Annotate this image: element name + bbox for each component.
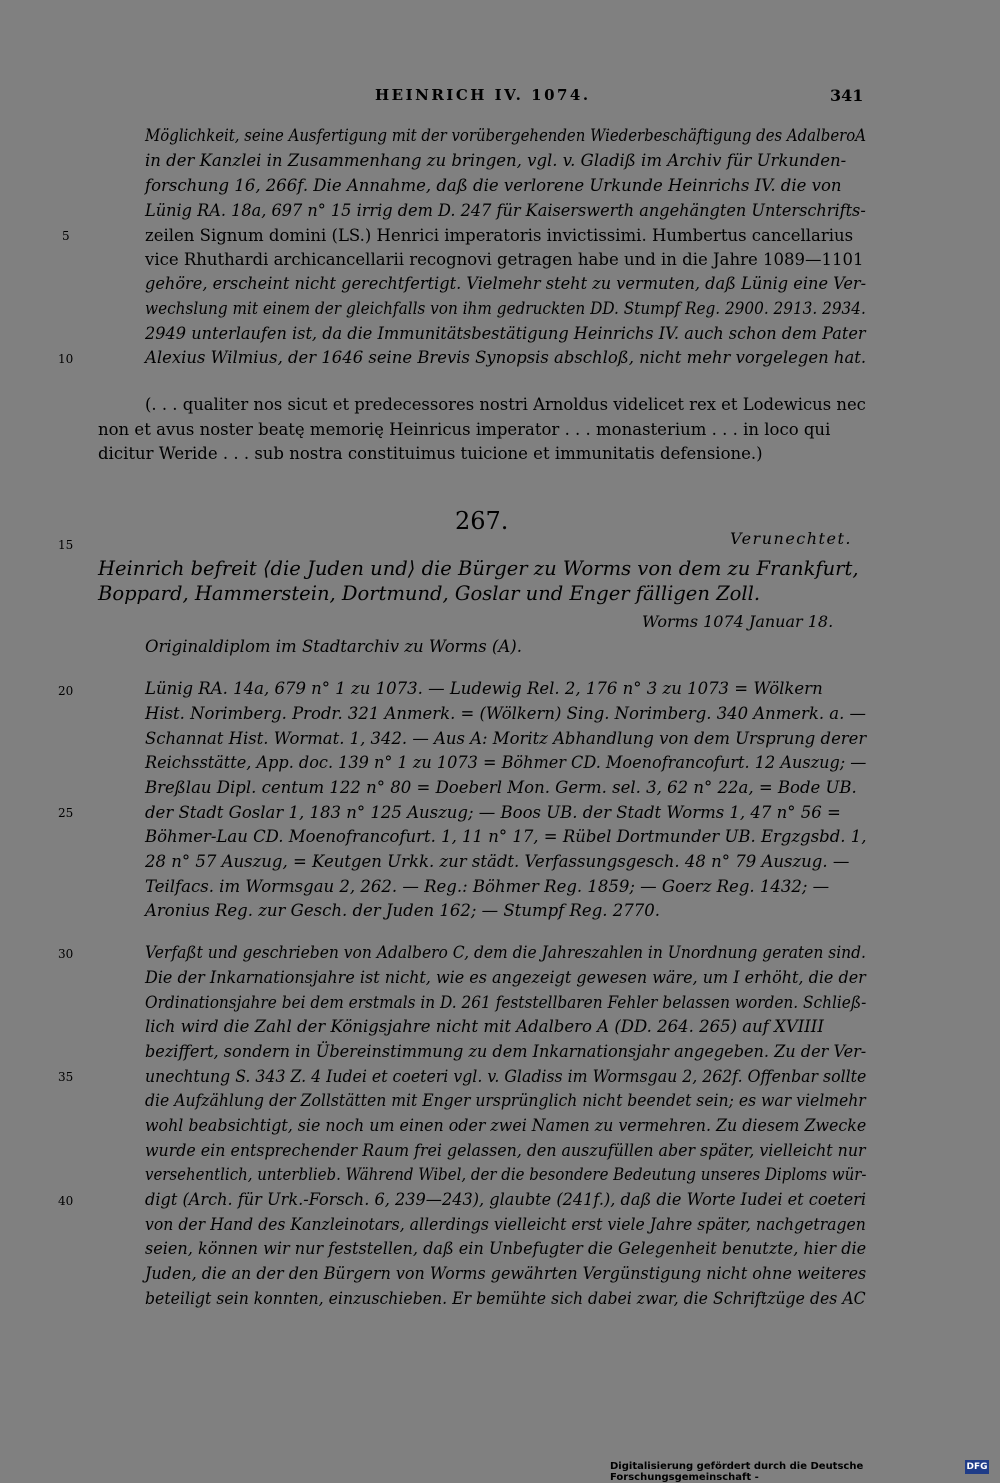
line-number: 5: [62, 229, 70, 243]
line-number: 35: [58, 1070, 74, 1084]
text-line: Möglichkeit, seine Ausfertigung mit der vorübergehenden Wiederbeschäftigung des AdalberoA: [145, 126, 866, 145]
dateline: Worms 1074 Januar 18.: [642, 612, 834, 631]
text-line: 28 n° 57 Auszug, = Keutgen Urkk. zur städt. Verfassungsgesch. 48 n° 79 Auszug. —: [145, 852, 850, 871]
text-line: wechslung mit einem der gleichfalls von ihm gedruckten DD. Stumpf Reg. 2900. 2913. 2934.: [145, 299, 866, 318]
text-line: forschung 16, 266f. Die Annahme, daß die verlorene Urkunde Heinrichs IV. die von: [145, 176, 842, 195]
text-line: 2949 unterlaufen ist, da die Immunitätsbestätigung Heinrichs IV. auch schon dem Pater: [145, 324, 866, 343]
running-title: HEINRICH IV. 1074.: [375, 86, 591, 104]
text-line: Breßlau Dipl. centum 122 n° 80 = Doeberl Mon. Germ. sel. 3, 62 n° 22a, = Bode UB.: [145, 778, 857, 797]
text-line: unechtung S. 343 Z. 4 Iudei et coeteri vgl. v. Gladiss im Wormsgau 2, 262f. Offenbar sollte: [145, 1067, 867, 1086]
status-label: Verunechtet.: [730, 529, 852, 548]
text-line: dicitur Weride . . . sub nostra constituimus tuicione et immunitatis defensione.): [98, 444, 763, 463]
text-line: Ordinationsjahre bei dem erstmals in D. 261 feststellbaren Fehler belassen worden. Schließ-: [145, 993, 867, 1012]
text-line: Alexius Wilmius, der 1646 seine Brevis Synopsis abschloß, nicht mehr vorgelegen hat.: [145, 348, 867, 367]
text-line: von der Hand des Kanzleinotars, allerdings vielleicht erst viele Jahre später, nachgetragen: [145, 1215, 866, 1234]
text-line: Hist. Norimberg. Prodr. 321 Anmerk. = (Wölkern) Sing. Norimberg. 340 Anmerk. a. —: [145, 704, 866, 723]
line-number: 25: [58, 806, 74, 820]
text-line: wurde ein entsprechender Raum frei gelassen, den auszufüllen aber später, vielleicht nur: [145, 1141, 866, 1160]
line-number: 20: [58, 684, 74, 698]
funding-credit: Digitalisierung gefördert durch die Deutsche Forschungsgemeinschaft -: [610, 1461, 864, 1483]
document-number: 267.: [455, 507, 509, 535]
line-number: 15: [58, 538, 74, 552]
text-line: Verfaßt und geschrieben von Adalbero C, dem die Jahreszahlen in Unordnung geraten sind.: [145, 943, 866, 962]
text-line: Juden, die an der den Bürgern von Worms gewährten Vergünstigung nicht ohne weiteres: [145, 1264, 867, 1283]
text-line: lich wird die Zahl der Königsjahre nicht mit Adalbero A (DD. 264. 265) auf XVIIII: [145, 1017, 824, 1036]
document-title-line: Heinrich befreit ⟨die Juden und⟩ die Bürger zu Worms von dem zu Frankfurt,: [98, 557, 859, 580]
text-line: Die der Inkarnationsjahre ist nicht, wie es angezeigt gewesen wäre, um I erhöht, die der: [145, 968, 866, 987]
text-line: der Stadt Goslar 1, 183 n° 125 Auszug; — Boos UB. der Stadt Worms 1, 47 n° 56 =: [145, 803, 841, 822]
source-line: Originaldiplom im Stadtarchiv zu Worms (A).: [145, 637, 522, 656]
text-line: beteiligt sein konnten, einzuschieben. Er bemühte sich dabei zwar, die Schriftzüge des AC: [145, 1289, 866, 1308]
text-line: seien, können wir nur feststellen, daß ein Unbefugter die Gelegenheit benutzte, hier die: [145, 1239, 867, 1258]
text-line: Lünig RA. 18a, 697 n° 15 irrig dem D. 247 für Kaiserswerth angehängten Unterschrifts-: [145, 201, 866, 220]
text-line: vice Rhuthardi archicancellarii recognovi getragen habe und in die Jahre 1089—1101: [145, 250, 864, 269]
text-line: Aronius Reg. zur Gesch. der Juden 162; — Stumpf Reg. 2770.: [145, 901, 660, 920]
page-header: [0, 86, 1000, 108]
line-number: 10: [58, 352, 74, 366]
text-line: non et avus noster beatę memorię Heinricus imperator . . . monasterium . . . in loco qui: [98, 420, 831, 439]
text-line: Schannat Hist. Wormat. 1, 342. — Aus A: Moritz Abhandlung von dem Ursprung derer: [145, 729, 867, 748]
text-line: Lünig RA. 14a, 679 n° 1 zu 1073. — Ludewig Rel. 2, 176 n° 3 zu 1073 = Wölkern: [145, 679, 823, 698]
text-line: beziffert, sondern in Übereinstimmung zu dem Inkarnationsjahr angegeben. Zu der Ver-: [145, 1042, 867, 1061]
text-line: zeilen Signum domini (LS.) Henrici imperatoris invictissimi. Humbertus cancellarius: [145, 226, 854, 245]
text-line: die Aufzählung der Zollstätten mit Enger ursprünglich nicht beendet sein; es war vielmehr: [145, 1091, 866, 1110]
text-line: digt (Arch. für Urk.-Forsch. 6, 239—243), glaubte (241f.), daß die Worte Iudei et coeteri: [145, 1190, 867, 1209]
text-line: Reichsstätte, App. doc. 139 n° 1 zu 1073 = Böhmer CD. Moenofrancofurt. 12 Auszug; —: [145, 753, 867, 772]
text-line: Teilfacs. im Wormsgau 2, 262. — Reg.: Böhmer Reg. 1859; — Goerz Reg. 1432; —: [145, 877, 830, 896]
line-number: 40: [58, 1194, 74, 1208]
text-line: wohl beabsichtigt, sie noch um einen oder zwei Namen zu vermehren. Zu diesem Zwecke: [145, 1116, 867, 1135]
text-line: (. . . qualiter nos sicut et predecessores nostri Arnoldus videlicet rex et Lodewicus nec: [145, 395, 866, 414]
text-line: in der Kanzlei in Zusammenhang zu bringen, vgl. v. Gladiß im Archiv für Urkunden-: [145, 151, 847, 170]
dfg-logo-icon: DFG: [966, 1462, 988, 1472]
text-line: Böhmer-Lau CD. Moenofrancofurt. 1, 11 n° 17, = Rübel Dortmunder UB. Ergzgsbd. 1,: [145, 827, 867, 846]
line-number: 30: [58, 947, 74, 961]
page-number: 341: [830, 86, 864, 105]
document-title-line: Boppard, Hammerstein, Dortmund, Goslar und Enger fälligen Zoll.: [98, 582, 761, 605]
text-line: gehöre, erscheint nicht gerechtfertigt. Vielmehr steht zu vermuten, daß Lünig eine Ver-: [145, 274, 867, 293]
text-line: versehentlich, unterblieb. Während Wibel, der die besondere Bedeutung unseres Diploms wür-: [145, 1165, 867, 1184]
